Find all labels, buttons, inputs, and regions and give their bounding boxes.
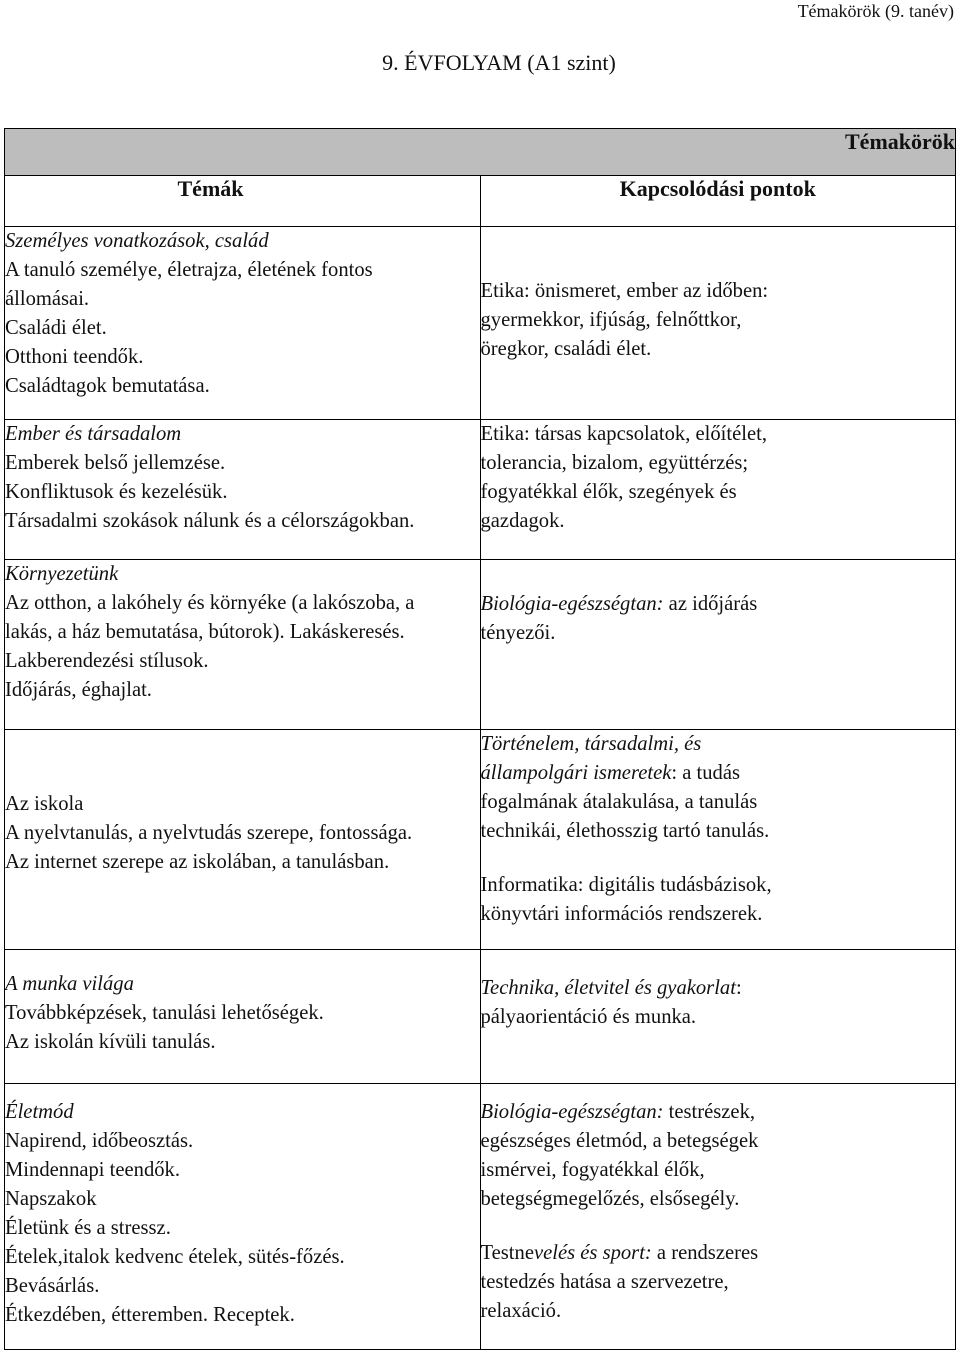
topic-line: Életünk és a stressz.	[5, 1217, 171, 1239]
column-header-connections: Kapcsolódási pontok	[480, 176, 956, 227]
connection-line: betegségmegelőzés, elsősegély.	[480, 1188, 740, 1210]
topic-line: Napszakok	[5, 1188, 97, 1210]
table-row	[5, 1084, 956, 1350]
topic-line: állomásai.	[5, 288, 90, 310]
topic-line: Időjárás, éghajlat.	[5, 679, 152, 701]
subject-name: Biológia-egészségtan:	[480, 1101, 664, 1123]
topic-heading: Környezetünk	[5, 563, 119, 585]
running-header: Témakörök (9. tanév)	[797, 1, 954, 21]
connection-cell	[480, 227, 956, 420]
connection-line: tolerancia, bizalom, együttérzés;	[480, 452, 749, 474]
topic-line: Családi élet.	[5, 317, 107, 339]
topic-line: Emberek belső jellemzése.	[5, 452, 226, 474]
connection-line: Etika: önismeret, ember az időben:	[480, 280, 769, 302]
connection-line: tényezői.	[480, 622, 556, 644]
connection-cell	[480, 730, 956, 950]
connection-line	[481, 1098, 956, 1127]
connection-line: egészséges életmód, a betegségek	[480, 1130, 759, 1152]
connection-line	[481, 759, 956, 788]
topic-line: Lakberendezési stílusok.	[5, 650, 209, 672]
topic-cell	[5, 420, 481, 560]
table-row	[5, 560, 956, 730]
connection-line	[481, 590, 956, 619]
connection-text: :	[735, 977, 742, 999]
paragraph-gap	[481, 1214, 956, 1239]
table-row	[5, 730, 956, 950]
topics-table	[4, 128, 956, 1350]
topic-line: Otthoni teendők.	[5, 346, 144, 368]
subject-name: Történelem, társadalmi, és	[480, 733, 702, 755]
subject-name: Technika, életvitel és gyakorlat	[480, 977, 736, 999]
subject-name: állampolgári ismeretek	[480, 762, 672, 784]
connection-line: gazdagok.	[480, 510, 565, 532]
topic-heading: Ember és társadalom	[5, 423, 182, 445]
topic-line: Társadalmi szokások nálunk és a célországokban.	[5, 510, 415, 532]
topic-line: Bevásárlás.	[5, 1275, 100, 1297]
topic-line: Étkezdében, étteremben. Receptek.	[5, 1304, 295, 1326]
connection-line: testedzés hatása a szervezetre,	[480, 1271, 729, 1293]
topic-line: A tanuló személye, életrajza, életének fontos	[5, 259, 373, 281]
page-title: 9. ÉVFOLYAM (A1 szint)	[382, 50, 616, 75]
topic-heading: Személyes vonatkozások, család	[5, 230, 269, 252]
connection-line: öregkor, családi élet.	[480, 338, 652, 360]
table-row	[5, 227, 956, 420]
topic-line: Továbbképzések, tanulási lehetőségek.	[5, 1002, 324, 1024]
topic-cell	[5, 560, 481, 730]
connection-line: ismérvei, fogyatékkal élők,	[480, 1159, 705, 1181]
column-header-topics: Témák	[5, 176, 481, 227]
connection-line: technikái, élethosszig tartó tanulás.	[480, 820, 770, 842]
topic-cell	[5, 730, 481, 950]
topic-line: Az internet szerepe az iskolában, a tanulásban.	[5, 851, 390, 873]
connection-line: relaxáció.	[480, 1300, 562, 1322]
topic-line: Mindennapi teendők.	[5, 1159, 181, 1181]
topic-line: lakás, a ház bemutatása, bútorok). Lakáskeresés.	[5, 621, 405, 643]
topic-cell	[5, 950, 481, 1084]
connection-line: pályaorientáció és munka.	[480, 1006, 697, 1028]
subject-name: Biológia-egészségtan:	[480, 593, 664, 615]
connection-cell	[480, 950, 956, 1084]
connection-text: : a tudás	[671, 762, 740, 784]
topic-heading: Életmód	[5, 1101, 74, 1123]
paragraph-gap	[481, 846, 956, 871]
connection-cell	[480, 420, 956, 560]
connection-cell	[480, 1084, 956, 1350]
topic-line: A nyelvtanulás, a nyelvtudás szerepe, fontossága.	[5, 822, 413, 844]
topic-line: Az otthon, a lakóhely és környéke (a lakószoba, a	[5, 592, 415, 614]
connection-line	[481, 974, 956, 1003]
connection-line: fogyatékkal élők, szegények és	[480, 481, 737, 503]
connection-text: a rendszeres	[651, 1242, 759, 1264]
table-row	[5, 950, 956, 1084]
topic-line: Konfliktusok és kezelésük.	[5, 481, 228, 503]
topic-line: Családtagok bemutatása.	[5, 375, 210, 397]
topic-heading: A munka világa	[5, 973, 134, 995]
connection-cell	[480, 560, 956, 730]
connection-line: Informatika: digitális tudásbázisok,	[480, 874, 772, 896]
connection-line: könyvtári információs rendszerek.	[480, 903, 763, 925]
connection-line: fogalmának átalakulása, a tanulás	[480, 791, 758, 813]
topic-line: Az iskolán kívüli tanulás.	[5, 1031, 216, 1053]
table-band-header: Témakörök	[5, 129, 956, 176]
topic-line: Ételek,italok kedvenc ételek, sütés-főzés.	[5, 1246, 345, 1268]
connection-text: testrészek,	[663, 1101, 756, 1123]
connection-line: Etika: társas kapcsolatok, előítélet,	[480, 423, 768, 445]
subject-name: Testne	[480, 1242, 534, 1264]
topic-cell	[5, 227, 481, 420]
connection-line: gyermekkor, ifjúság, felnőttkor,	[480, 309, 742, 331]
table-row	[5, 420, 956, 560]
topic-heading: Az iskola	[5, 793, 84, 815]
connection-text: az időjárás	[663, 593, 758, 615]
topic-line: Napirend, időbeosztás.	[5, 1130, 194, 1152]
connection-line	[481, 1239, 956, 1268]
topic-cell	[5, 1084, 481, 1350]
subject-name: velés és sport:	[533, 1242, 652, 1264]
